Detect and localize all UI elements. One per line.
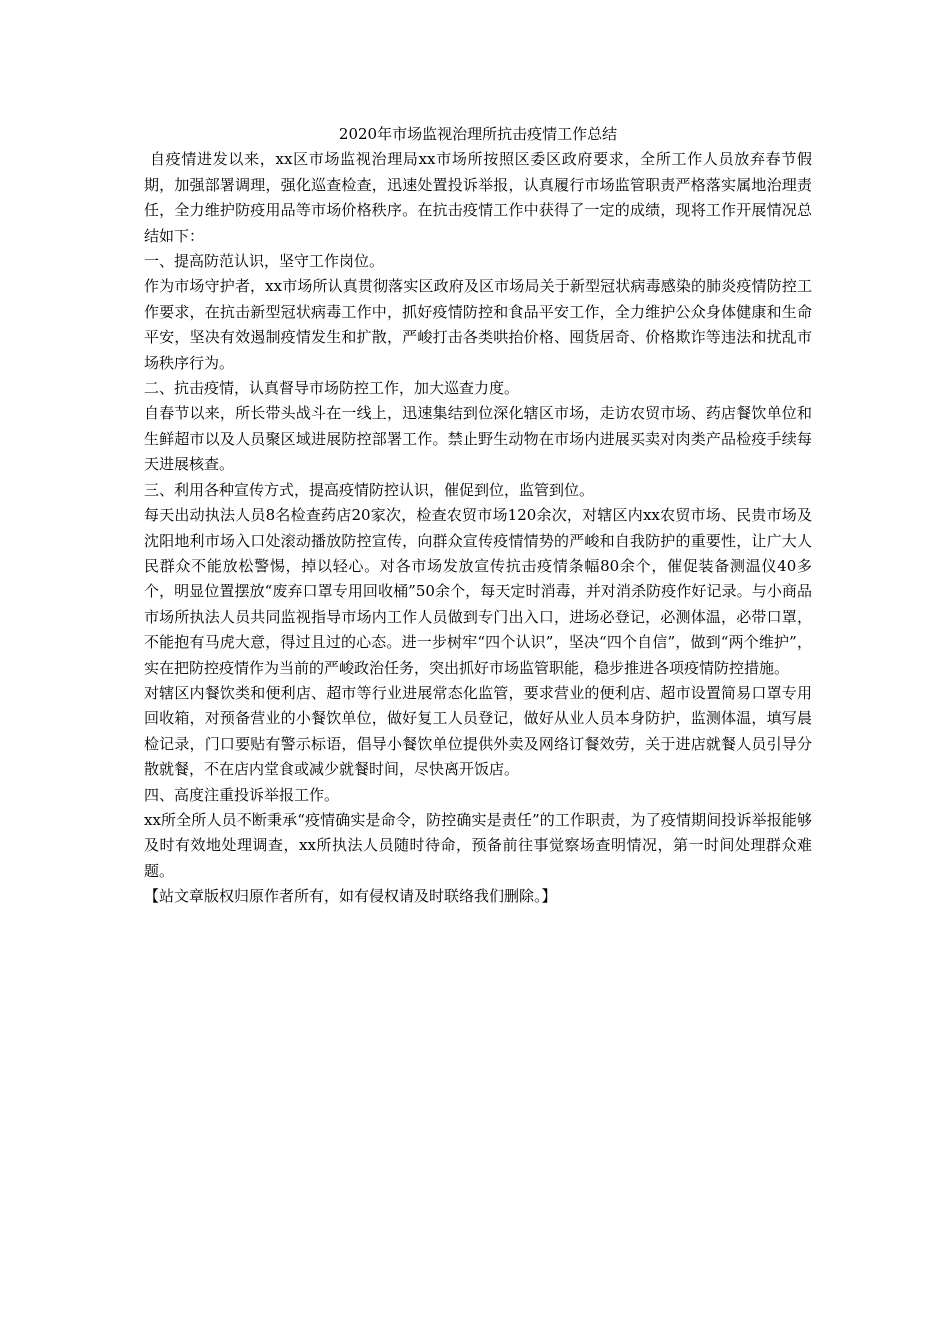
document-title: 2020年市场监视治理所抗击疫情工作总结 — [338, 125, 618, 143]
document-body — [144, 122, 812, 910]
paragraph-section-3b: 对辖区内餐饮类和便利店、超市等行业进展常态化监管，要求营业的便利店、超市设置简易口罩专用回收箱，对预备营业的小餐饮单位，做好复工人员登记，做好从业人员本身防护，监测体温，填写晨检记录，门口要贴有警示标语，倡导小餐饮单位提供外卖及网络订餐效劳，关于进店就餐人员引导分散就餐，不在店内堂食或减少就餐时间，尽快离开饭店。 — [144, 683, 812, 779]
copyright-notice: 【站文章版权归原作者所有，如有侵权请及时联络我们删除。】 — [144, 887, 557, 906]
paragraph-section-3a: 每天出动执法人员8名检查药店20家次，检查农贸市场120余次，对辖区内xx农贸市场、民贵市场及沈阳地利市场入口处滚动播放防控宣传，向群众宣传疫情情势的严峻和自我防护的重要性，让广大人民群众不能放松警惕，掉以轻心。对各市场发放宣传抗击疫情条幅80余个，催促装备测温仪40多个，明显位置摆放“废弃口罩专用回收桶”50余个，每天定时消毒，并对消杀防疫作好记录。与小商品市场所执法人员共同监视指导市场内工作人员做到专门出入口，进场必登记，必测体温，必带口罩，不能抱有马虎大意，得过且过的心态。进一步树牢“四个认识”，坚决“四个自信”，做到“两个维护”，实在把防控疫情作为当前的严峻政治任务，突出抓好市场监管职能，稳步推进各项疫情防控措施。 — [144, 506, 812, 677]
section-heading-4: 四、高度注重投诉举报工作。 — [144, 785, 340, 804]
paragraph-section-4: xx所全所人员不断秉承“疫情确实是命令，防控确实是责任”的工作职责，为了疫情期间投诉举报能够及时有效地处理调查，xx所执法人员随时待命，预备前往事觉察场查明情况，第一时间处理群众难题。 — [144, 810, 812, 880]
paragraph-section-2: 自春节以来，所长带头战斗在一线上，迅速集结到位深化辖区市场，走访农贸市场、药店餐饮单位和生鲜超市以及人员聚区域进展防控部署工作。禁止野生动物在市场内进展买卖对肉类产品检疫手续每天进展核查。 — [144, 404, 812, 474]
section-heading-1: 一、提高防范认识，坚守工作岗位。 — [144, 252, 385, 271]
section-heading-3: 三、利用各种宣传方式，提高疫情防控认识，催促到位，监管到位。 — [144, 480, 595, 499]
section-heading-2: 二、抗击疫情，认真督导市场防控工作，加大巡查力度。 — [144, 379, 520, 398]
paragraph-intro: 自疫情进发以来，xx区市场监视治理局xx市场所按照区委区政府要求，全所工作人员放弃春节假期，加强部署调理，强化巡查检查，迅速处置投诉举报，认真履行市场监管职责严格落实属地治理责任，全力维护防疫用品等市场价格秩序。在抗击疫情工作中获得了一定的成绩，现将工作开展情况总结如下： — [144, 150, 812, 245]
paragraph-section-1: 作为市场守护者，xx市场所认真贯彻落实区政府及区市场局关于新型冠状病毒感染的肺炎疫情防控工作要求，在抗击新型冠状病毒工作中，抓好疫情防控和食品平安工作，全力维护公众身体健康和生命平安，坚决有效遏制疫情发生和扩散，严峻打击各类哄抬价格、囤货居奇、价格欺诈等违法和扰乱市场秩序行为。 — [144, 277, 812, 372]
